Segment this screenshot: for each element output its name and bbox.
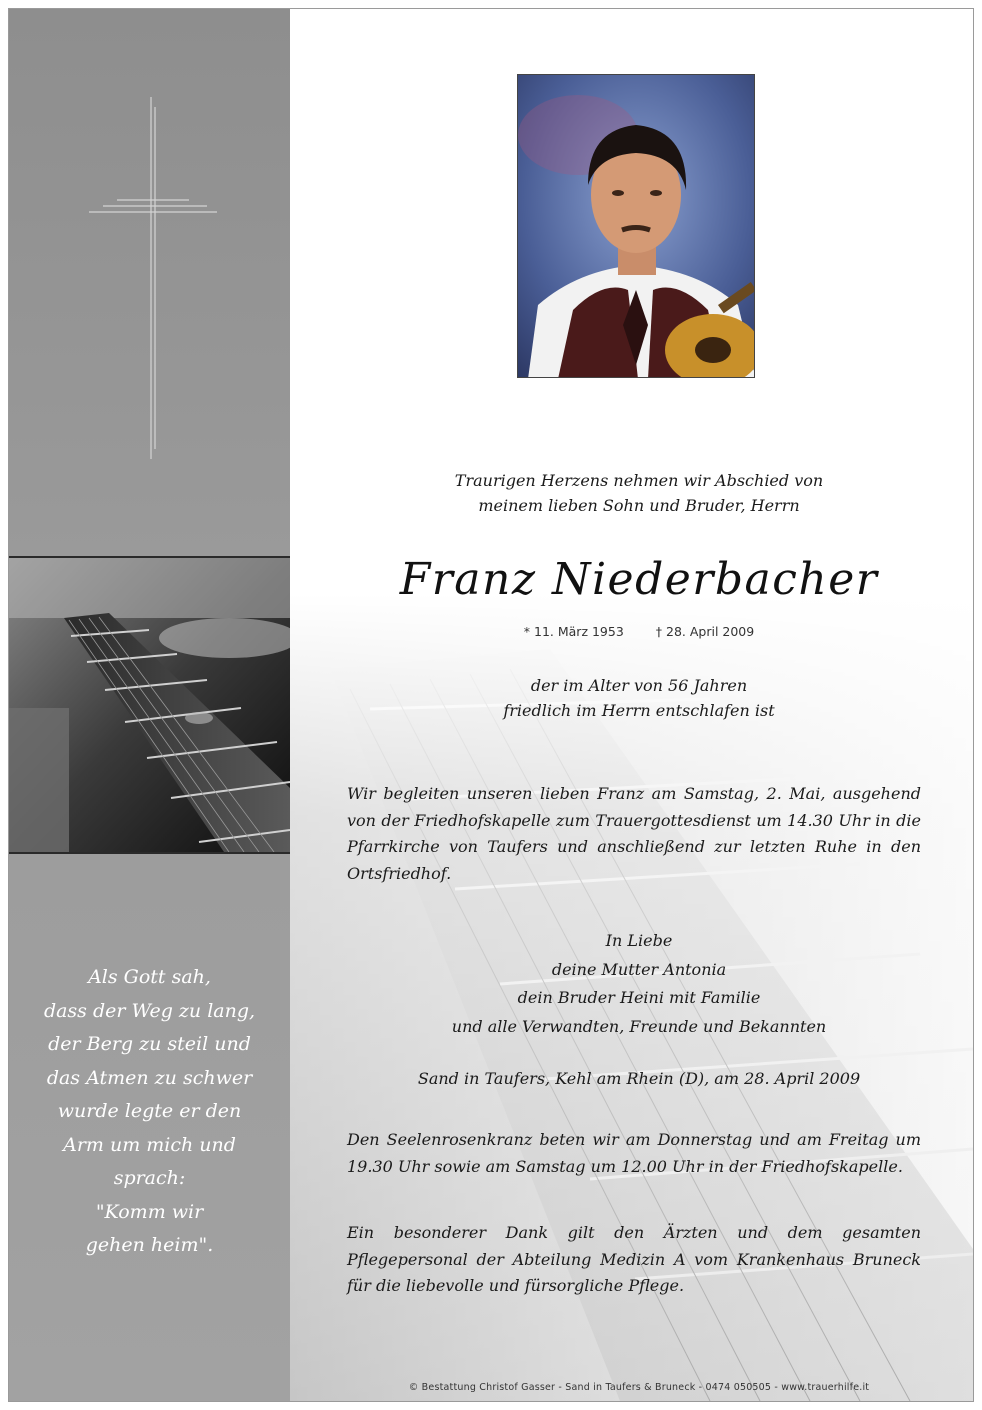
poem-line: gehen heim". xyxy=(85,1234,214,1256)
poem-line: das Atmen zu schwer xyxy=(46,1066,253,1089)
intro-line: meinem lieben Sohn und Bruder, Herrn xyxy=(478,496,800,515)
portrait-photo xyxy=(517,74,755,378)
mourner-line: deine Mutter Antonia xyxy=(551,959,727,979)
obituary-card xyxy=(8,8,974,1402)
age-line: der im Alter von 56 Jahren xyxy=(530,676,748,695)
place-date: Sand in Taufers, Kehl am Rhein (D), am 28. April 2009 xyxy=(417,1069,861,1088)
poem-line: Arm um mich und xyxy=(63,1133,236,1156)
life-dates xyxy=(299,624,974,639)
poem-line: wurde legte er den xyxy=(57,1100,242,1122)
death-date: † 28. April 2009 xyxy=(655,624,755,639)
mourner-line: und alle Verwandten, Freunde und Bekannten xyxy=(451,1016,827,1036)
poem-line: Als Gott sah, xyxy=(88,966,211,988)
footer-credit: © Bestattung Christof Gasser - Sand in Taufers & Bruneck - 0474 050505 - www.trauerhilfe.it xyxy=(408,1382,870,1393)
deceased-name: Franz Niederbacher xyxy=(399,554,879,605)
age-line: friedlich im Herrn entschlafen ist xyxy=(503,701,775,720)
poem xyxy=(9,961,290,1263)
rosary-paragraph: Den Seelenrosenkranz beten wir am Donnerstag und am Freitag um 19.30 Uhr sowie am Samstag um 12.00 Uhr in der Friedhofskapelle. xyxy=(347,1130,921,1176)
cross-icon xyxy=(89,97,219,459)
poem-line: dass der Weg zu lang, xyxy=(43,999,256,1022)
poem-line: der Berg zu steil und xyxy=(48,1033,251,1055)
thanks-paragraph: Ein besonderer Dank gilt den Ärzten und dem gesamten Pflegepersonal der Abteilung Medizin A vom Krankenhaus Bruneck für die liebevolle und fürsorgliche Pflege. xyxy=(347,1223,921,1295)
guitar-photo xyxy=(9,556,290,854)
intro-line: Traurigen Herzens nehmen wir Abschied von xyxy=(454,471,824,490)
birth-date: * 11. März 1953 xyxy=(523,624,624,639)
poem-line: sprach: xyxy=(113,1167,186,1189)
mourner-line: In Liebe xyxy=(605,931,673,950)
left-column xyxy=(9,9,290,1401)
mourners-list xyxy=(299,927,974,1041)
funeral-paragraph: Wir begleiten unseren lieben Franz am Samstag, 2. Mai, ausgehend von der Friedhofskapelle zum Trauergottesdienst um 14.30 Uhr in die Pfarrkirche von Taufers und anschließend zur letzten Ruhe in den Ortsfriedhof. xyxy=(347,784,921,883)
mourner-line: dein Bruder Heini mit Familie xyxy=(517,988,761,1007)
intro-text xyxy=(299,468,974,518)
age-text xyxy=(299,673,974,723)
poem-line: "Komm wir xyxy=(95,1200,204,1223)
